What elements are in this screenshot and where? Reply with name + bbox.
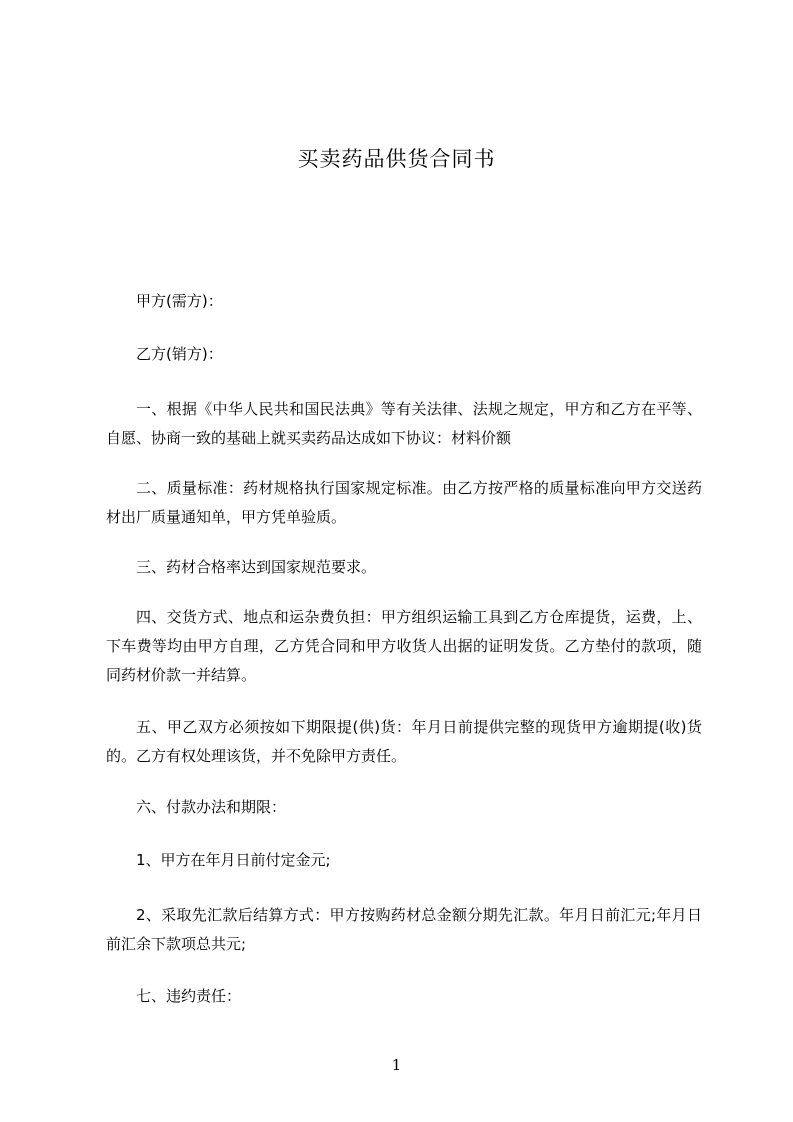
paragraph-clause-7: 七、违约责任：: [136, 987, 242, 1005]
paragraph-clause-2: 二、质量标准：药材规格执行国家规定标准。由乙方按严格的质量标准向甲方交送药材出厂质量通知单，甲方凭单验质。: [106, 479, 702, 526]
paragraph-payment-2: 2、采取先汇款后结算方式：甲方按购药材总金额分期先汇款。年月日前汇元;年月日前汇余下款项总共元;: [106, 906, 702, 953]
paragraph-payment-1: 1、甲方在年月日前付定金元;: [136, 851, 331, 869]
paragraph-clause-6: 六、付款办法和期限：: [136, 798, 287, 816]
page-number: 1: [391, 1056, 402, 1074]
paragraph-clause-1: 一、根据《中华人民共和国民法典》等有关法律、法规之规定，甲方和乙方在平等、自愿、协商一致的基础上就买卖药品达成如下协议：材料价额: [106, 400, 702, 447]
paragraph-clause-3: 三、药材合格率达到国家规范要求。: [136, 558, 377, 576]
paragraph-clause-5: 五、甲乙双方必须按如下期限提(供)货：年月日前提供完整的现货甲方逾期提(收)货的。乙方有权处理该货，并不免除甲方责任。: [106, 718, 702, 765]
paragraph-party-a: 甲方(需方)：: [136, 292, 223, 310]
document-title: 买卖药品供货合同书: [297, 147, 496, 171]
paragraph-party-b: 乙方(销方)：: [136, 345, 223, 363]
paragraph-clause-4: 四、交货方式、地点和运杂费负担：甲方组织运输工具到乙方仓库提货，运费，上、下车费等均由甲方自理，乙方凭合同和甲方收货人出据的证明发货。乙方垫付的款项，随同药材价款一并结算。: [106, 608, 702, 684]
